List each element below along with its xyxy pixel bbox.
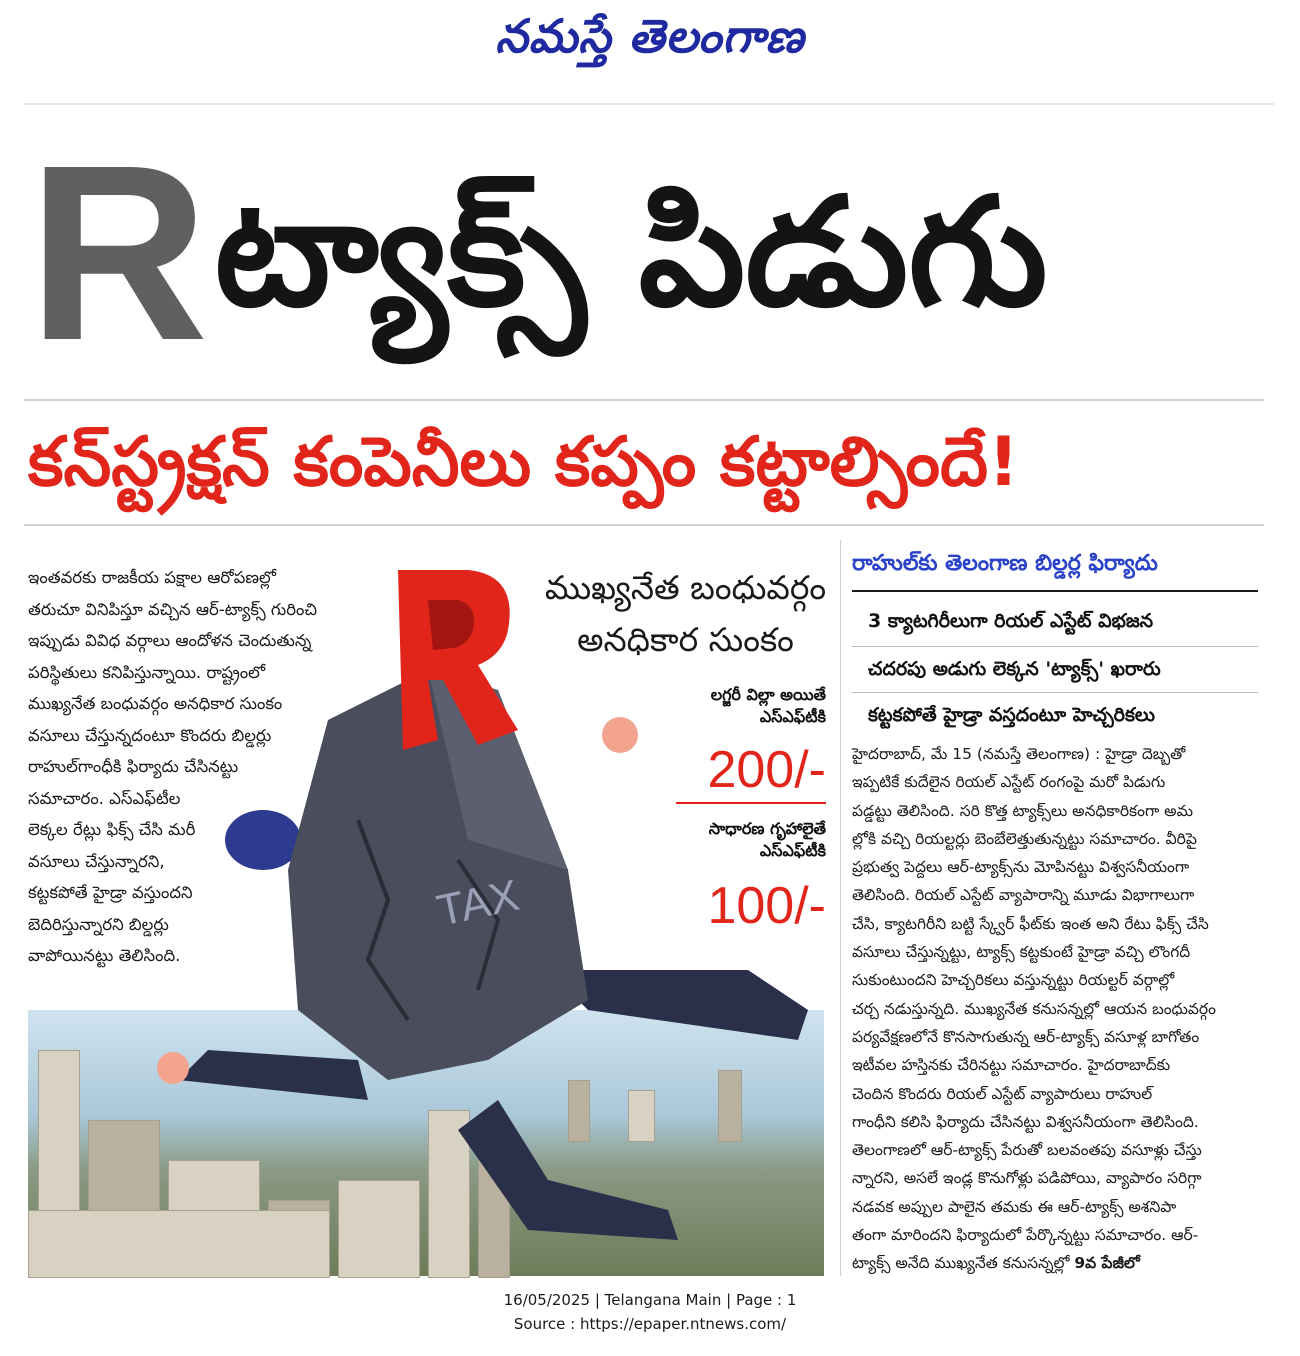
intro-paragraph: ఇంతవరకు రాజకీయ పక్షాల ఆరోపణల్లో తరుచూ వినిపిస్తూ వచ్చిన ఆర్-ట్యాక్స్ గురించి ఇప్పుడు వివిధ వర్గాలు ఆందోళన చెందుతున్న పరిస్థితులు కనిపిస్తున్నాయి. రాష్ట్రంలో ముఖ్యనేత బంధువర్గం అనధికార సుంకం వసూలు చేస్తున్నదంటూ కొందరు బిల్డర్లు రాహుల్‌గాంధీకి ఫిర్యాదు చేసినట్టు సమాచారం. ఎస్‌ఎఫ్‌టీల లెక్కల రేట్లు ఫిక్స్ చేసి మరీ వసూలు చేస్తున్నారని, కట్టకపోతే హైడ్రా వస్తుందని బెదిరిస్తున్నారని బిల్డర్లు వాపోయినట్టు తెలిసింది. (28, 568, 318, 965)
divider (24, 399, 1264, 401)
masthead-logo: నమస్తే తెలంగాణ (495, 9, 805, 63)
divider (852, 692, 1258, 693)
page-footer (0, 1288, 1300, 1336)
divider (852, 646, 1258, 647)
main-headline (28, 113, 1268, 392)
stat-divider (676, 802, 826, 804)
stat-value-regular: 100/- (707, 877, 826, 935)
headline-text: ట్యాక్స్ పిడుగు (214, 166, 1048, 340)
tax-label: TAX (432, 870, 524, 936)
continued-reference[interactable]: 9వ పేజీలో (1074, 1254, 1140, 1273)
pull-quote: ముఖ్యనేత బంధువర్గం అనధికార సుంకం (544, 568, 827, 659)
edition-info: 16/05/2025 | Telangana Main | Page : 1 (503, 1291, 797, 1309)
column-divider (840, 540, 841, 1276)
story-body (852, 740, 1262, 1278)
divider (24, 103, 1274, 105)
stat-value-luxury: 200/- (707, 741, 826, 799)
stat-label-luxury: లగ్జరీ విల్లా అయితే ఎస్‌ఎఫ్‌టీకి (710, 685, 826, 726)
story-text: హైదరాబాద్, మే 15 (నమస్తే తెలంగాణ) : హైడ్రా దెబ్బతో ఇప్పటికే కుదేలైన రియల్ ఎస్టేట్ రంగంపై మరో పిడుగు పడ్డట్టు తెలిసింది. సరి కొత్త ట్యాక్స్‌లు అనధికారికంగా అమ ల్లోకి వచ్చి రియల్టర్లు బెంబేలెత్తుతున్నట్టు సమాచారం. వీరిపై ప్రభుత్వ పెద్దలు ఆర్-ట్యాక్స్‌ను మోపినట్టు విశ్వసనీయంగా తెలిసింది. రియల్ ఎస్టేట్ వ్యాపారాన్ని మూడు విభాగాలుగా చేసి, క్యాటగిరీని బట్టి స్క్వేర్ ఫీట్‌కు ఇంత అని రేటు ఫిక్స్ చేసి వసూలు చేస్తున్నట్టు, ట్యాక్స్ కట్టకుంటే హైడ్రా వచ్చి లొంగదీ సుకుంటుందని హెచ్చరికలు వస్తున్నట్టు రియల్టర్ వర్గాల్లో చర్చ నడుస్తున్నది. ముఖ్యనేత కనుసన్నల్లో ఆయన బంధువర్గం పర్యవేక్షణలోనే కొనసాగుతున్న ఆర్-ట్యాక్స్ వసూళ్ల బాగోతం ఇటీవల హస్తినకు చేరినట్టు సమాచారం. హైదరాబాద్‌కు చెందిన కొందరు రియల్ ఎస్టేట్ వ్యాపారులు రాహుల్ గాంధీని కలిసి ఫిర్యాదు చేసినట్టు విశ్వసనీయంగా తెలిసింది. తెలంగాణలో ఆర్-ట్యాక్స్ పేరుతో బలవంతపు వసూళ్లు చేస్తు న్నారని, అసలే ఇండ్ల కొనుగోళ్లు పడిపోయి, వ్యాపారం సరిగ్గా నడవక అప్పుల పాలైన తమకు ఈ ఆర్-ట్యాక్స్ అశనిపా తంగా మారిందని ఫిర్యాదులో పేర్కొన్నట్టు సమాచారం. ఆర్- ట్యాక్స్ అనేది ముఖ్యనేత కనుసన్నల్లో (852, 745, 1216, 1273)
side-story (852, 540, 1272, 1276)
headline-letter: R (28, 113, 209, 392)
source-link[interactable]: Source : https://epaper.ntnews.com/ (513, 1315, 787, 1333)
masthead (0, 10, 1300, 74)
bullet-point: చదరపు అడుగు లెక్కన 'ట్యాక్స్' ఖరారు (868, 658, 1161, 680)
subheadline: కన్‌స్ట్రక్షన్ కంపెనీలు కప్పం కట్టాల్సిందే! (28, 423, 1019, 502)
bullet-point: కట్టకపోతే హైడ్రా వస్తదంటూ హెచ్చరికలు (868, 704, 1155, 726)
divider (852, 590, 1258, 592)
feature-area (28, 540, 828, 1276)
divider (24, 524, 1264, 526)
stat-label-regular: సాధారణ గృహాలైతే ఎస్‌ఎఫ్‌టీకి (708, 819, 826, 860)
side-title: రాహుల్‌కు తెలంగాణ బిల్డర్ల ఫిర్యాదు (852, 551, 1158, 576)
bullet-point: 3 క్యాటగిరీలుగా రియల్ ఎస్టేట్ విభజన (868, 610, 1154, 632)
